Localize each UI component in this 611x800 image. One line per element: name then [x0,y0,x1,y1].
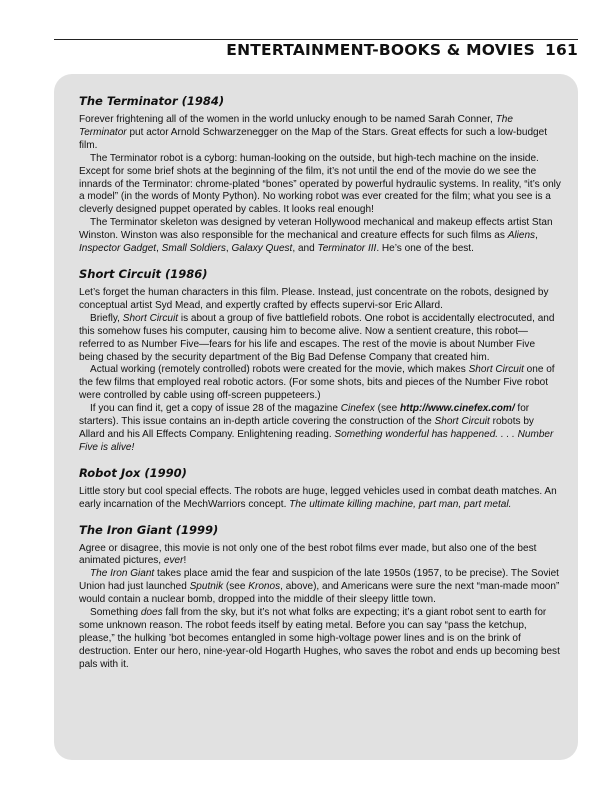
paragraph: Briefly, Short Circuit is about a group of five battlefield robots. One robot is accidentally electrocuted, and this somehow fuses his computer, causing him to become alive. Now a sentient creature, this robot—referred to as Number Five—fears for his life and escapes. The rest of the movie is about Number Five being chased by the security department of the Big Bad Defense Company that created him. [79,312,555,363]
section-title: Short Circuit (1986) [79,266,208,281]
paragraph: Forever frightening all of the women in the world unlucky enough to be named Sarah Conner, The Terminator put actor Arnold Schwarzenegger on the Map of the Stars. Great effects for such a low-budget film. [79,114,548,151]
paragraph: The Terminator skeleton was designed by veteran Hollywood mechanical and makeup effects artist Stan Winston. Winston was also responsible for the mechanical and creature effects for such films as Aliens, Inspector Gadget, Small Soldiers, Galaxy Quest, and Terminator III. He’s one of the best. [79,217,553,255]
paragraph: The Terminator robot is a cyborg: human-looking on the outside, but high-tech machine on the inside. Except for some brief shots at the beginning of the film, it’s not until the end of the movie do we see the innards of the Terminator: chrome-plated “bones” operated by powerful hydraulic systems. In reality, “it’s only a model” (in the words of Monty Python). No working robot was ever created for the film; what you see is a cleverly designed puppet operated by cables. It looks real enough! [79,152,561,216]
running-header [54,40,578,60]
section-short-circuit [79,267,561,455]
section-robot-jox [79,466,561,512]
section-title: The Terminator (1984) [79,94,225,108]
paragraph: The Iron Giant takes place amid the fear and suspicion of the late 1950s (1957, to be precise). The Soviet Union had just launched Sputnik (see Kronos, above), and Americans were sure the next “man-made moon” would contain a nuclear bomb, dropped into the middle of their sleepy little town. [79,568,560,606]
paragraph: Little story but cool special effects. The robots are huge, legged vehicles used in combat death matches. An early incarnation of the MechWarriors concept. The ultimate killing machine, part man, part metal. [79,485,557,510]
paragraph: Let’s forget the human characters in this film. Please. Instead, just concentrate on the robots, designed by conceptual artist Syd Mead, and expertly crafted by effects supervi-sor Eric Allard. [79,286,549,311]
paragraph: Something does fall from the sky, but it’s not what folks are expecting; it’s a giant robot sent to earth for some unknown reason. The robot feeds itself by eating metal. Before you can say “pass the ketchup, please,” the hulking ’bot becomes entangled in some high-voltage power lines and is on the brink of destruction. Enter our hero, nine-year-old Hogarth Hughes, who saves the robot and ends up becoming best pals with it. [79,607,560,670]
paragraph: If you can find it, get a copy of issue 28 of the magazine Cinefex (see http://www.cinefex.com/ for starters). This issue contains an in-depth article covering the construction of the Short Circuit robots by Allard and his All Effects Company. Enlightening reading. Something wonderful has happened. . . . Number Five is alive! [79,403,554,453]
header-title: ENTERTAINMENT-BOOKS & MOVIES [226,41,536,59]
paragraph: Actual working (remotely controlled) robots were created for the movie, which makes Short Circuit one of the few films that employed real robotic actors. (For some shots, bits and pieces of the Number Five robot were controlled by cable using off-screen puppeteers.) [79,364,555,402]
section-title: The Iron Giant (1999) [79,522,219,537]
section-terminator [79,94,561,256]
section-title: Robot Jox (1990) [79,465,187,480]
cinefex-link[interactable]: http://www.cinefex.com/ [399,403,515,415]
panel-content [79,94,561,683]
paragraph: Agree or disagree, this movie is not only one of the best robot films ever made, but also one of the best animated pictures, ever! [79,542,537,567]
page-number: 161 [545,41,578,59]
section-iron-giant [79,523,561,672]
